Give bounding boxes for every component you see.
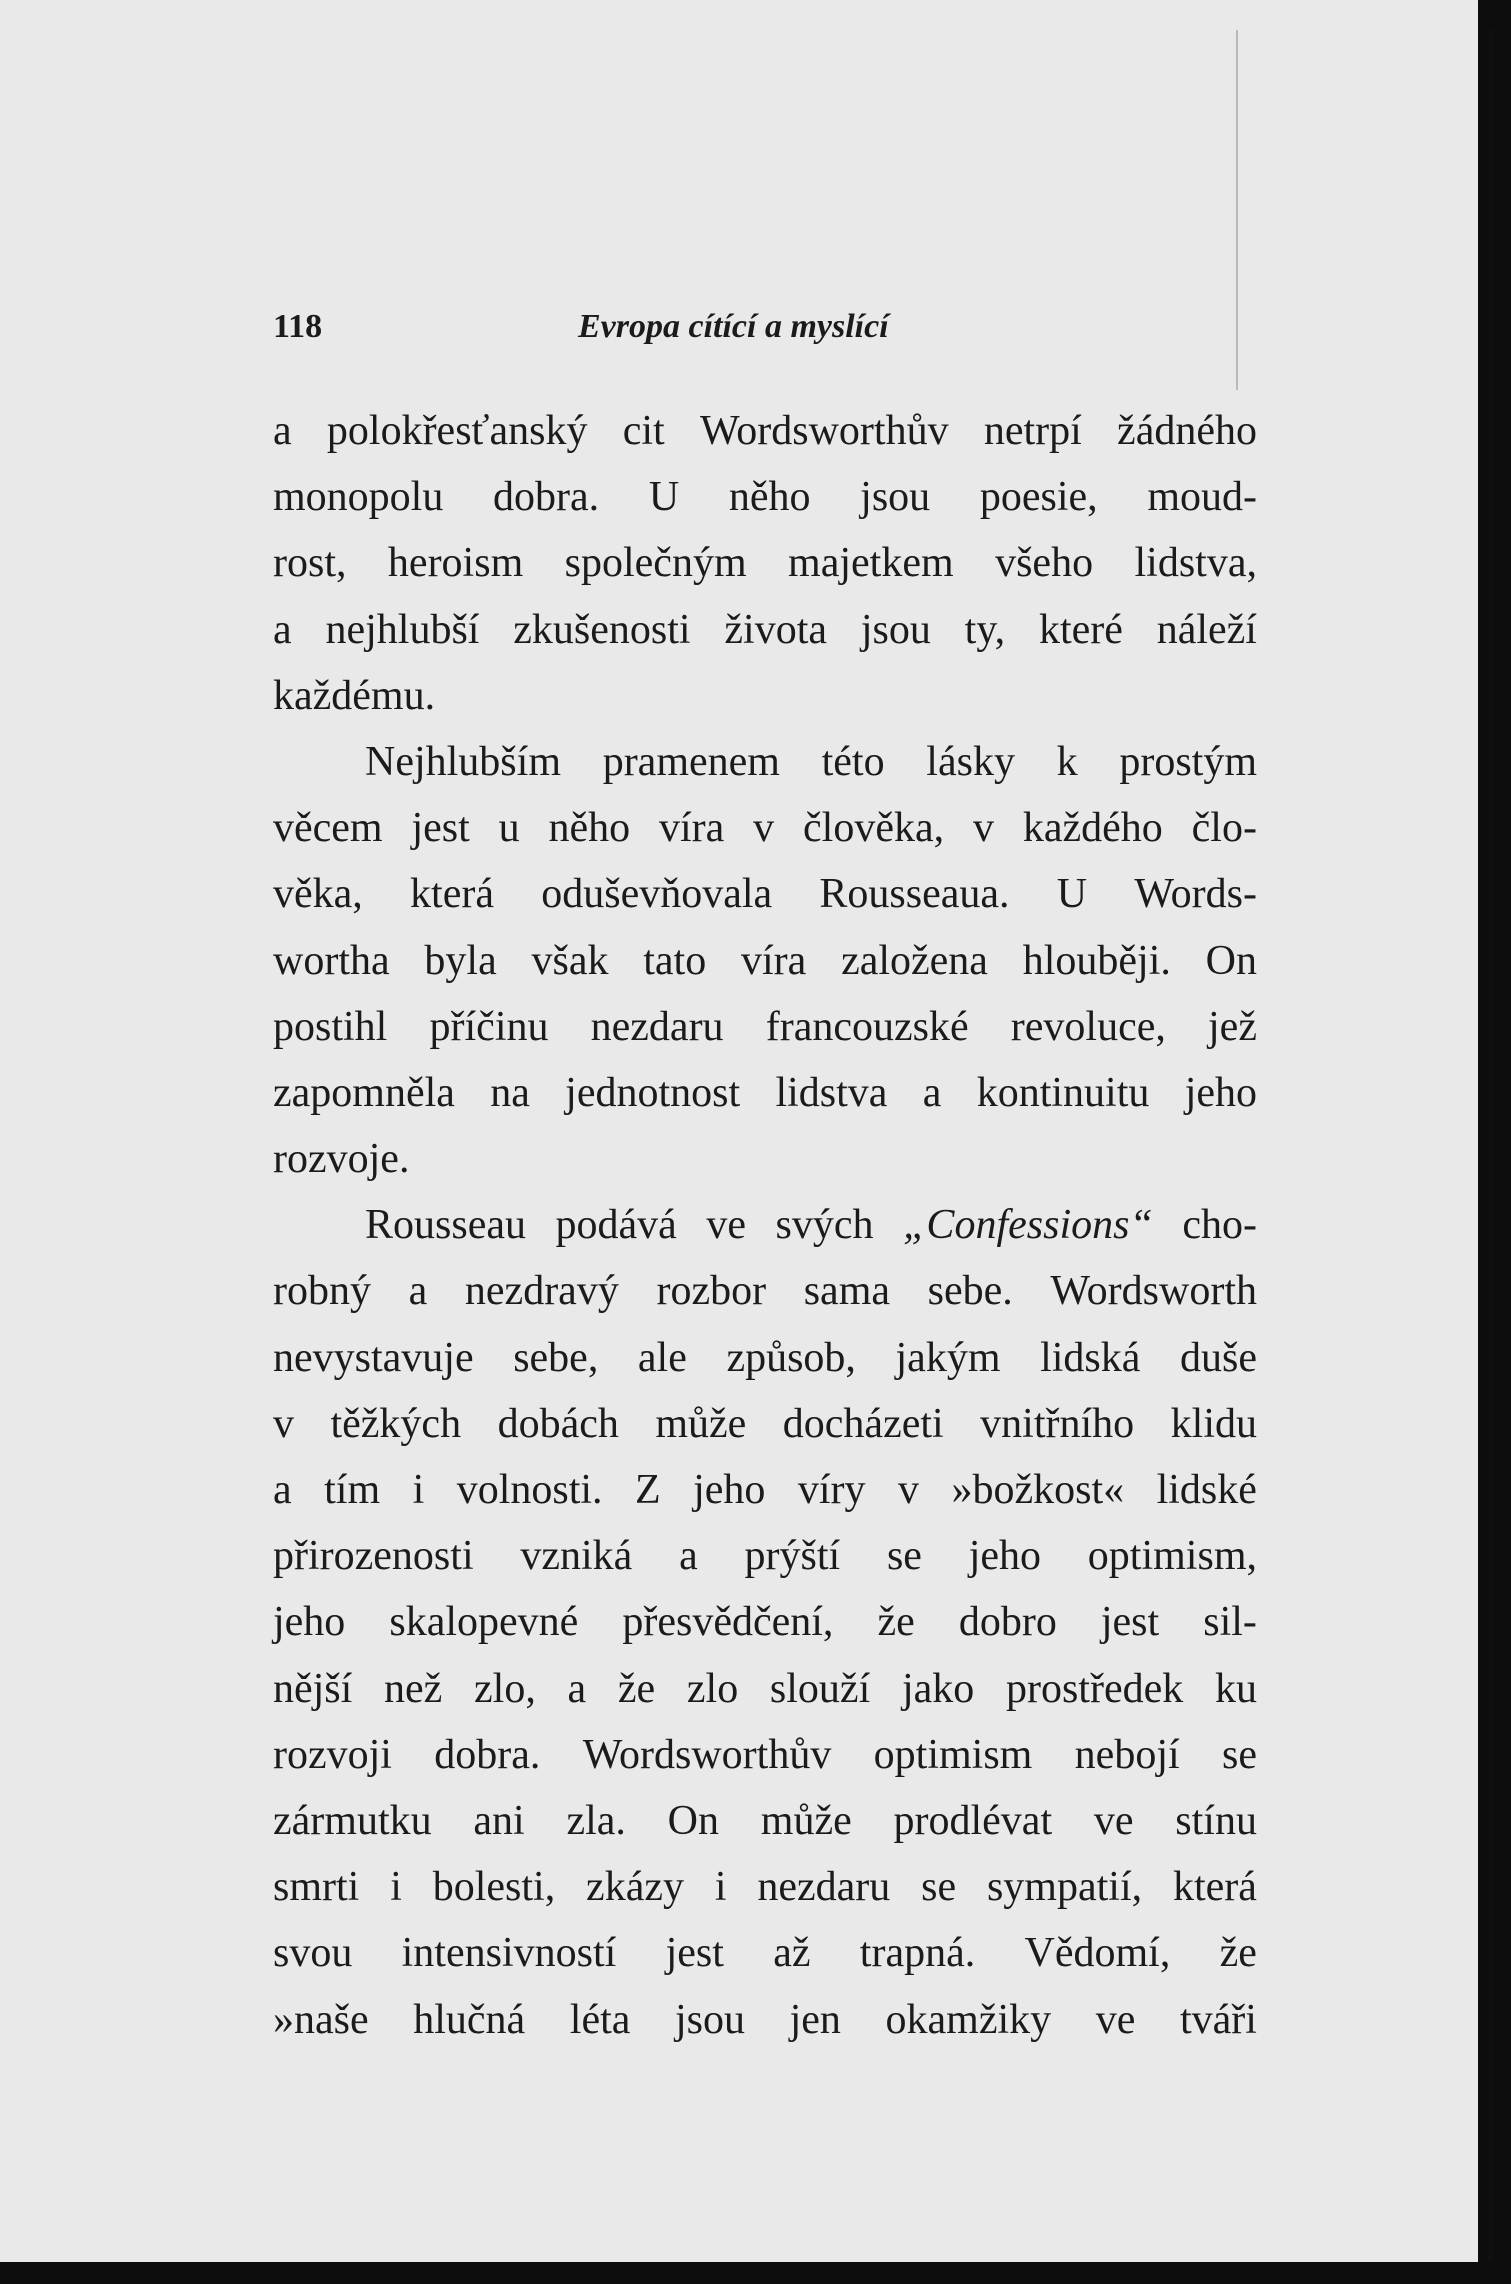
word: volnosti. bbox=[456, 1467, 603, 1513]
scan-border bbox=[1478, 0, 1511, 2284]
word: Z bbox=[635, 1467, 661, 1513]
word: tato bbox=[643, 937, 707, 984]
word: jest bbox=[1100, 1599, 1160, 1646]
word: nezdaru bbox=[590, 1003, 724, 1050]
word: které bbox=[1038, 606, 1123, 653]
text-line bbox=[273, 530, 1257, 596]
word: lidstva bbox=[775, 1069, 888, 1116]
word: náleží bbox=[1156, 606, 1257, 653]
word: ve bbox=[1095, 1996, 1136, 2043]
word: se bbox=[886, 1533, 922, 1580]
word: smrti bbox=[273, 1864, 360, 1911]
word: nější bbox=[273, 1665, 353, 1712]
text-line bbox=[273, 597, 1257, 663]
word: monopolu bbox=[273, 474, 444, 521]
word: v bbox=[753, 805, 775, 852]
word: každého bbox=[1022, 805, 1163, 852]
word: těžkých bbox=[330, 1400, 462, 1447]
word: zlo, bbox=[474, 1665, 536, 1712]
word: něho bbox=[728, 474, 811, 521]
word: stínu bbox=[1175, 1797, 1257, 1844]
word: sympatií, bbox=[986, 1864, 1143, 1911]
word: sebe, bbox=[513, 1334, 599, 1381]
word: U bbox=[648, 474, 680, 521]
word: lidská bbox=[1040, 1334, 1141, 1381]
text-line bbox=[273, 795, 1257, 861]
word: bolesti, bbox=[432, 1864, 556, 1911]
word: se bbox=[921, 1864, 957, 1911]
word: tváři bbox=[1179, 1996, 1257, 2043]
word: podává bbox=[555, 1202, 677, 1249]
word: nebojí bbox=[1074, 1731, 1180, 1778]
word: Wordsworthův bbox=[699, 408, 949, 454]
word: vzniká bbox=[520, 1533, 633, 1580]
word: Wordsworth bbox=[1050, 1268, 1257, 1315]
text-line bbox=[273, 1987, 1257, 2053]
word: byla bbox=[424, 937, 497, 984]
word: jsou bbox=[675, 1996, 746, 2043]
word: sama bbox=[803, 1268, 890, 1315]
word: může bbox=[655, 1400, 747, 1447]
word: léta bbox=[569, 1996, 631, 2043]
word: docházeti bbox=[782, 1400, 944, 1447]
running-title: Evropa cítící a myslící bbox=[578, 308, 889, 345]
word: trapná. bbox=[859, 1930, 976, 1977]
word: jeho bbox=[1184, 1069, 1257, 1116]
word: On bbox=[667, 1797, 720, 1844]
word: víry bbox=[797, 1467, 866, 1513]
word: založena bbox=[841, 937, 988, 984]
text-line bbox=[273, 1126, 1257, 1192]
word: revoluce, bbox=[1010, 1003, 1166, 1050]
word: klidu bbox=[1170, 1400, 1257, 1447]
word: ve bbox=[706, 1202, 747, 1249]
word: svých bbox=[775, 1202, 874, 1249]
text-line bbox=[273, 1325, 1257, 1391]
word: ani bbox=[473, 1797, 525, 1844]
page-number: 118 bbox=[273, 308, 323, 345]
word: tím bbox=[324, 1467, 381, 1513]
word: zla. bbox=[566, 1797, 626, 1844]
word: moud- bbox=[1147, 474, 1257, 521]
word: postihl bbox=[273, 1003, 388, 1050]
word: sebe. bbox=[927, 1268, 1013, 1315]
word: nezdravý bbox=[464, 1268, 619, 1315]
word: žádného bbox=[1117, 408, 1257, 454]
word: a bbox=[679, 1533, 698, 1580]
word: poesie, bbox=[979, 474, 1098, 521]
word: dobra. bbox=[434, 1731, 541, 1778]
word: u bbox=[498, 805, 520, 852]
text-line bbox=[273, 994, 1257, 1060]
word: nevystavuje bbox=[273, 1334, 474, 1381]
text-line bbox=[273, 1060, 1257, 1126]
word: všeho bbox=[995, 540, 1094, 587]
word: jako bbox=[901, 1665, 975, 1712]
word: a bbox=[567, 1665, 587, 1712]
word: však bbox=[531, 937, 609, 984]
word: svou bbox=[273, 1930, 353, 1977]
word: že bbox=[1219, 1930, 1257, 1977]
word: víra bbox=[741, 937, 807, 984]
word: života bbox=[724, 606, 828, 653]
word: jen bbox=[789, 1996, 841, 2043]
word: On bbox=[1205, 937, 1257, 984]
binding-edge bbox=[1488, 30, 1493, 2260]
word: vnitřního bbox=[980, 1400, 1135, 1447]
word: jeho bbox=[693, 1467, 766, 1513]
word: než bbox=[384, 1665, 443, 1712]
word: okamžiky bbox=[885, 1996, 1052, 2043]
word: jeho bbox=[273, 1599, 346, 1646]
word: zapomněla bbox=[273, 1069, 455, 1116]
word: která bbox=[410, 871, 494, 918]
word: jsou bbox=[860, 606, 931, 653]
word: k bbox=[1056, 738, 1078, 785]
text-line bbox=[273, 1391, 1257, 1457]
word: přirozenosti bbox=[273, 1533, 474, 1580]
word: zármutku bbox=[273, 1797, 432, 1844]
word: a bbox=[408, 1268, 428, 1315]
text-line bbox=[273, 464, 1257, 530]
word: cit bbox=[622, 408, 665, 454]
word: ku bbox=[1214, 1665, 1257, 1712]
word: kontinuitu bbox=[976, 1069, 1150, 1116]
word: wortha bbox=[273, 937, 390, 984]
word: Wordsworthův bbox=[582, 1731, 832, 1778]
word: jež bbox=[1208, 1003, 1257, 1050]
word: že bbox=[617, 1665, 656, 1712]
word: věcem bbox=[273, 805, 383, 852]
word: francouzské bbox=[765, 1003, 969, 1050]
word: jest bbox=[411, 805, 470, 852]
text-line bbox=[273, 1457, 1257, 1523]
word: v bbox=[898, 1467, 919, 1513]
text-line bbox=[273, 663, 1257, 729]
text-line bbox=[273, 1656, 1257, 1722]
text-line bbox=[273, 729, 1257, 795]
word: robný bbox=[273, 1268, 371, 1315]
word: jakým bbox=[895, 1334, 1001, 1381]
word: a bbox=[273, 408, 292, 454]
word: nezdaru bbox=[757, 1864, 891, 1911]
word: i bbox=[390, 1864, 402, 1911]
word: polokřesťanský bbox=[326, 408, 588, 454]
word: dobra. bbox=[493, 474, 600, 521]
word: nejhlubší bbox=[325, 606, 480, 653]
word: hlouběji. bbox=[1022, 937, 1171, 984]
word: Nejhlubším bbox=[365, 738, 561, 785]
word: »božkost« bbox=[951, 1467, 1125, 1513]
word: zlo bbox=[686, 1665, 739, 1712]
word: na bbox=[490, 1069, 530, 1116]
word: lidstva, bbox=[1134, 540, 1257, 587]
word: Words- bbox=[1134, 871, 1257, 918]
word: »naše bbox=[273, 1996, 369, 2043]
body-text bbox=[273, 398, 1257, 2053]
text-line bbox=[273, 1192, 1257, 1258]
word: člověka, bbox=[803, 805, 945, 852]
word: duše bbox=[1179, 1334, 1257, 1381]
word: přesvědčení, bbox=[622, 1599, 834, 1646]
word: zkázy bbox=[586, 1864, 684, 1911]
word: člo- bbox=[1191, 805, 1257, 852]
word: U bbox=[1056, 871, 1088, 918]
word: netrpí bbox=[983, 408, 1082, 454]
word: prodlévat bbox=[893, 1797, 1053, 1844]
word: víra bbox=[659, 805, 725, 852]
word: se bbox=[1221, 1731, 1257, 1778]
word: zkušenosti bbox=[513, 606, 691, 653]
text-line bbox=[273, 1523, 1257, 1589]
word: pramenem bbox=[602, 738, 780, 785]
word: a bbox=[922, 1069, 942, 1116]
word: cho- bbox=[1182, 1202, 1257, 1249]
word: skalopevné bbox=[389, 1599, 579, 1646]
word: ale bbox=[637, 1334, 687, 1381]
word: společným bbox=[564, 540, 747, 587]
word: která bbox=[1172, 1864, 1257, 1911]
word: lidské bbox=[1156, 1467, 1257, 1513]
text-line bbox=[273, 1722, 1257, 1788]
word: prýští bbox=[744, 1533, 841, 1580]
word: jednotnost bbox=[565, 1069, 741, 1116]
word: a bbox=[273, 606, 292, 653]
text-line bbox=[273, 861, 1257, 927]
text-line bbox=[273, 398, 1257, 464]
word: sil- bbox=[1203, 1599, 1257, 1646]
text-line bbox=[273, 1589, 1257, 1655]
word: každému. bbox=[273, 672, 436, 719]
word: i bbox=[412, 1467, 425, 1513]
word: rozvoji bbox=[273, 1731, 392, 1778]
word: v bbox=[273, 1400, 294, 1447]
word: v bbox=[972, 805, 994, 852]
word: prostředek bbox=[1005, 1665, 1184, 1712]
word: ve bbox=[1093, 1797, 1134, 1844]
word: příčinu bbox=[429, 1003, 549, 1050]
word: intensivností bbox=[401, 1930, 617, 1977]
word: optimism, bbox=[1087, 1533, 1257, 1580]
word: a bbox=[273, 1467, 292, 1513]
text-line bbox=[273, 1258, 1257, 1324]
word: Vědomí, bbox=[1024, 1930, 1171, 1977]
word: oduševňovala bbox=[541, 871, 773, 918]
word: něho bbox=[548, 805, 631, 852]
word: jeho bbox=[968, 1533, 1042, 1580]
word: rost, bbox=[273, 540, 347, 587]
word: může bbox=[760, 1797, 852, 1844]
word: Rousseau bbox=[365, 1202, 526, 1249]
word: Rousseaua. bbox=[819, 871, 1010, 918]
page-header bbox=[273, 308, 1273, 358]
word: „Confessions“ bbox=[903, 1202, 1153, 1249]
word: i bbox=[714, 1864, 727, 1911]
word: způsob, bbox=[726, 1334, 856, 1381]
word: jest bbox=[665, 1930, 724, 1977]
word: ty, bbox=[964, 606, 1006, 653]
word: jsou bbox=[860, 474, 931, 521]
word: dobro bbox=[958, 1599, 1057, 1646]
word: majetkem bbox=[788, 540, 954, 587]
word: slouží bbox=[769, 1665, 871, 1712]
text-line bbox=[273, 1920, 1257, 1986]
word: až bbox=[773, 1930, 811, 1977]
word: dobách bbox=[497, 1400, 619, 1447]
text-line bbox=[273, 1854, 1257, 1920]
word: rozvoje. bbox=[273, 1136, 410, 1183]
word: optimism bbox=[873, 1731, 1033, 1778]
word: lásky bbox=[926, 738, 1015, 785]
word: heroism bbox=[387, 540, 524, 587]
word: této bbox=[821, 738, 885, 785]
word: rozbor bbox=[656, 1268, 767, 1315]
word: hlučná bbox=[413, 1996, 526, 2043]
word: prostým bbox=[1119, 738, 1257, 785]
text-line bbox=[273, 1788, 1257, 1854]
word: že bbox=[877, 1599, 915, 1646]
text-line bbox=[273, 928, 1257, 994]
word: věka, bbox=[273, 871, 363, 918]
